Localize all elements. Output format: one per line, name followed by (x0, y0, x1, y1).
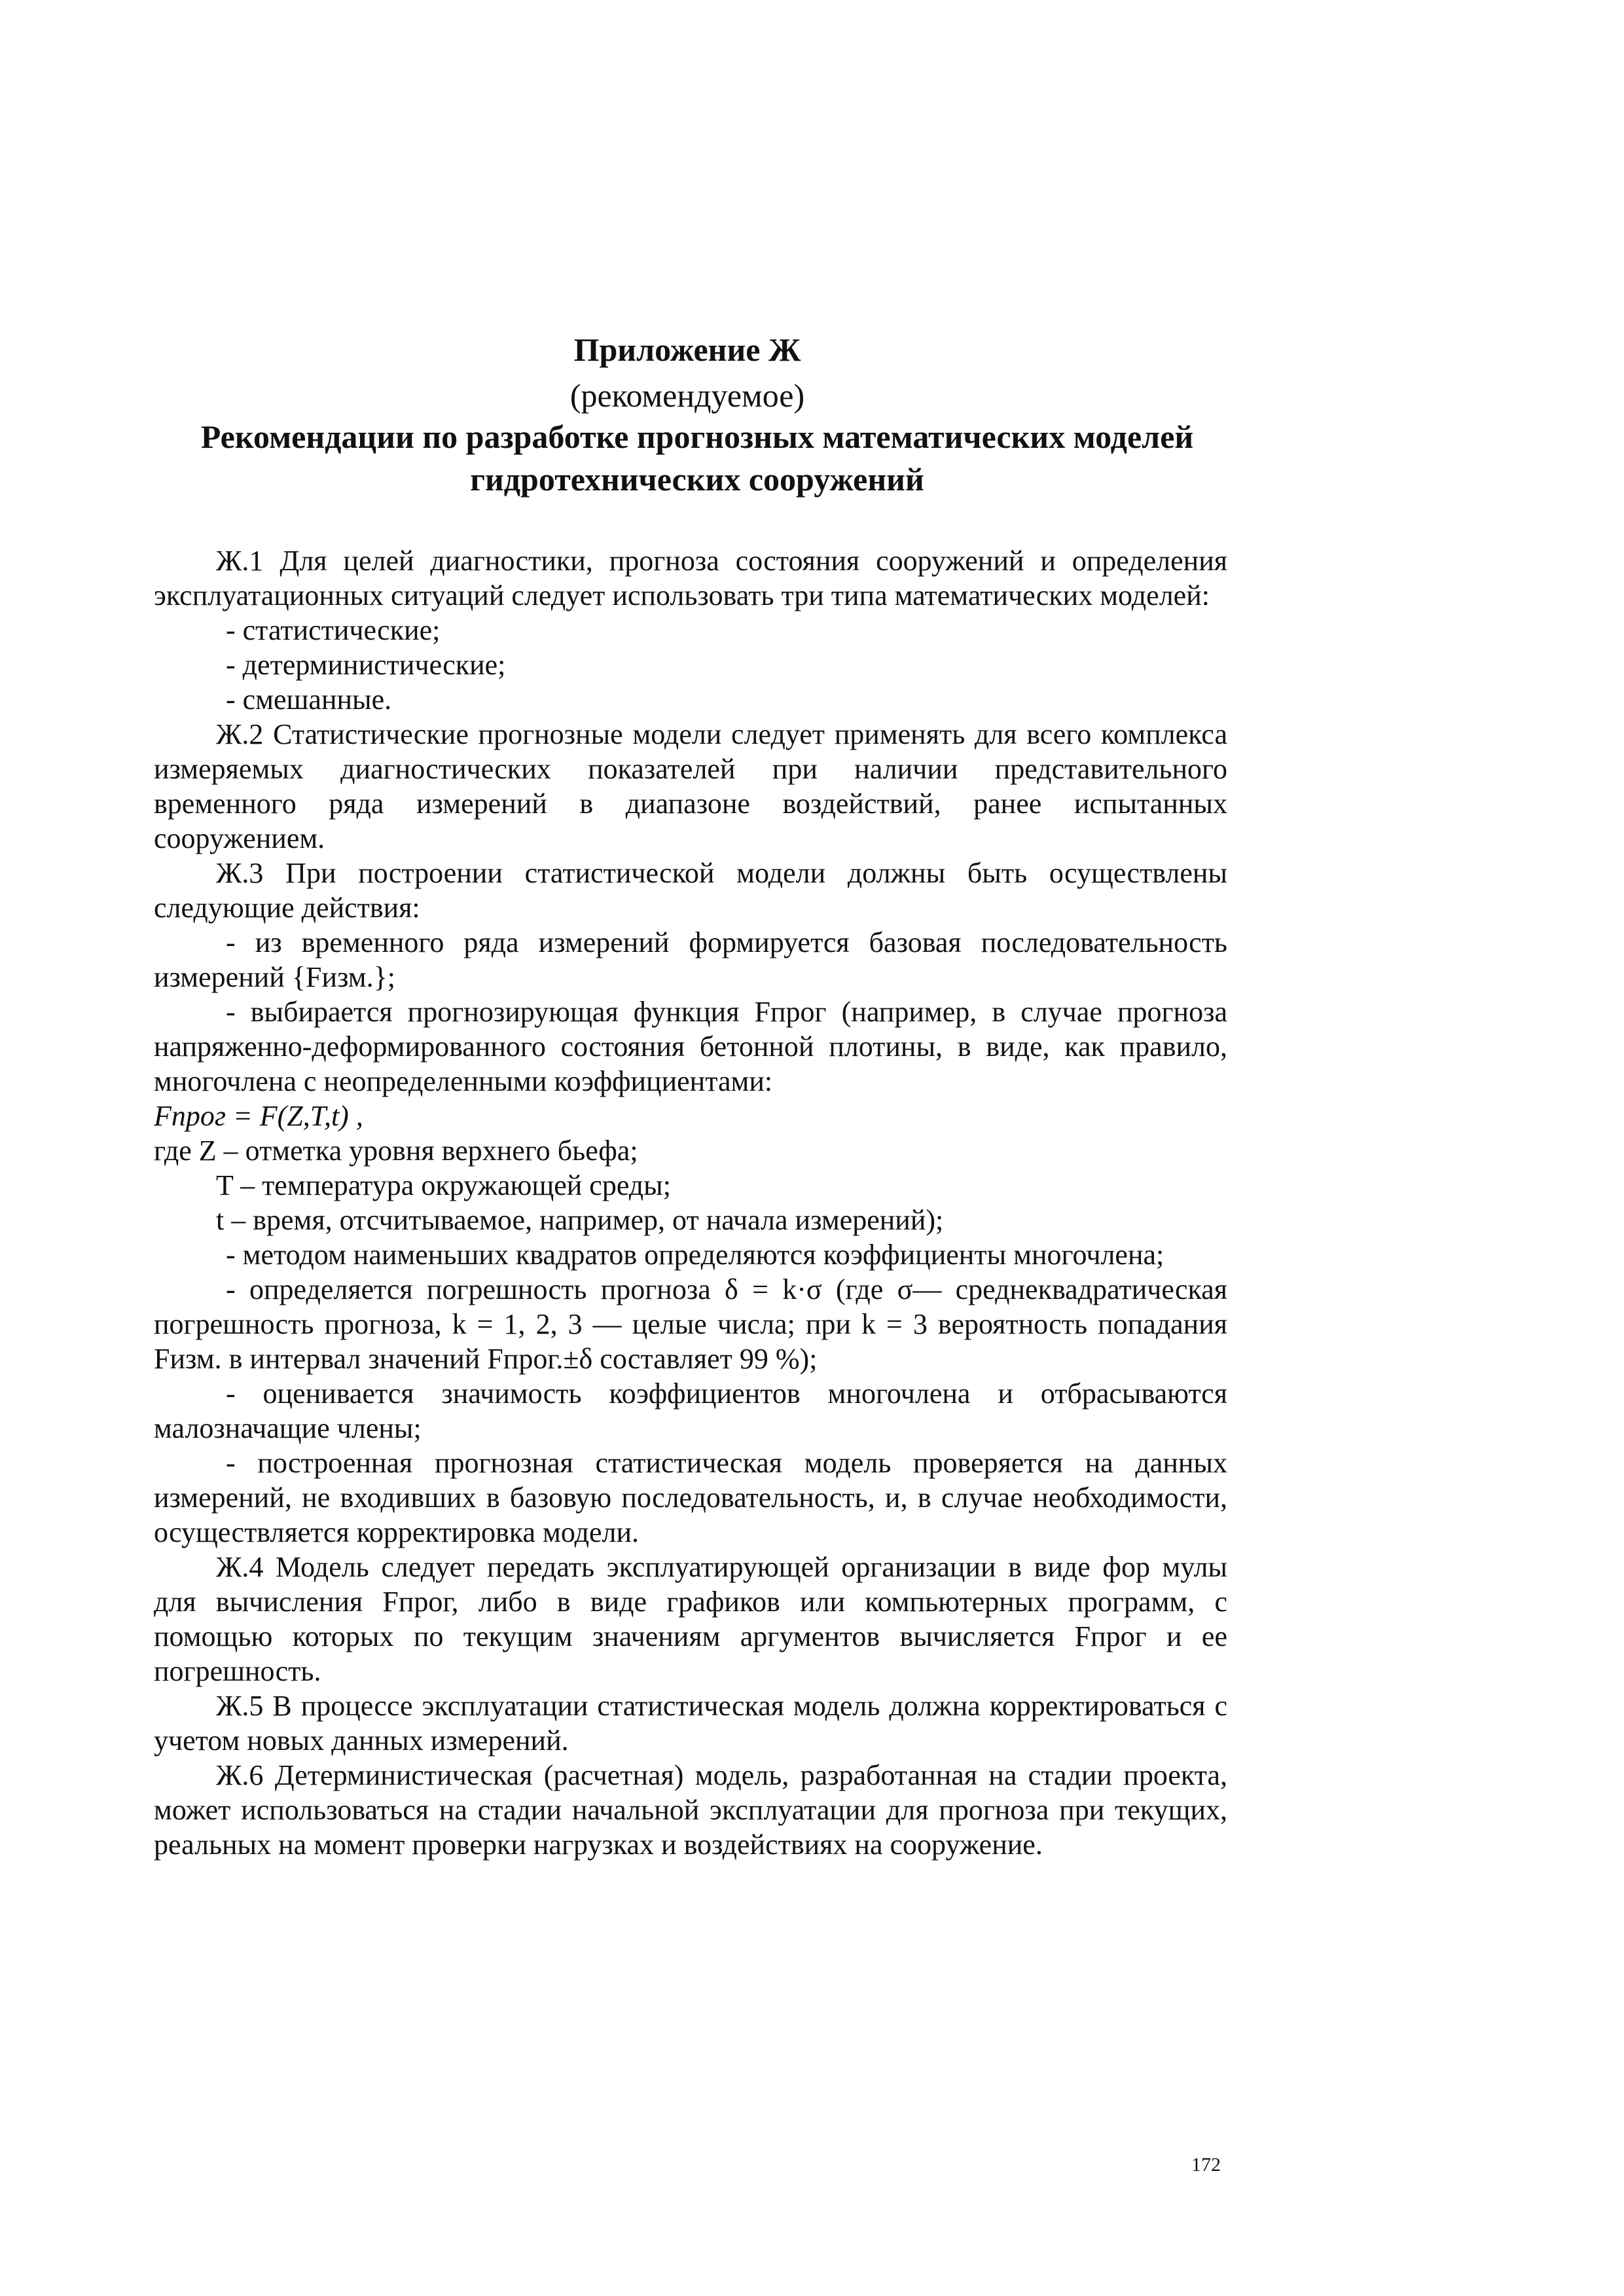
where-line: T – температура окружающей среды; (216, 1169, 671, 1201)
list-item: - определяется погрешность прогноза δ = k·σ (где σ— среднеквадратическая погрешность прогноза, k = 1, 2, 3 — целые числа; при k = 3 вероятность попадания Fизм. в интервал значений Fпрог.±δ составляет 99 %); (154, 1273, 1227, 1375)
list-item: - построенная прогнозная статистическая модель проверяется на данных измерений, не входивших в базовую последовательность, и, в случае необходимости, осуществляется корректировка модели. (154, 1447, 1227, 1548)
appendix-type: (рекомендуемое) (569, 377, 805, 414)
appendix-title: Приложение Ж (573, 331, 801, 368)
document-body (154, 543, 1227, 1862)
list-item: - смешанные. (226, 683, 392, 716)
paragraph-zh4: Ж.4 Модель следует передать эксплуатирующей организации в виде фор мулы для вычисления Fпрог, либо в виде графиков или компьютерных программ, с помощью которых по текущим значениям аргументов вычисляется Fпрог и ее погрешность. (154, 1551, 1227, 1687)
list-item: - детерминистические; (226, 649, 506, 681)
paragraph-zh2: Ж.2 Статистические прогнозные модели следует применять для всего комплекса измеряемых диагностических показателей при наличии представительного временного ряда измерений в диапазоне воздействий, ранее испытанных сооружением. (154, 718, 1227, 854)
paragraph-zh1: Ж.1 Для целей диагностики, прогноза состояния сооружений и определения эксплуатационных ситуаций следует использовать три типа математических моделей: (154, 545, 1227, 611)
where-line: где Z – отметка уровня верхнего бьефа; (154, 1135, 638, 1167)
formula: Fпрог = F(Z,T,t) , (154, 1100, 363, 1132)
paragraph-zh6: Ж.6 Детерминистическая (расчетная) модель, разработанная на стадии проекта, может использоваться на стадии начальной эксплуатации для прогноза при текущих, реальных на момент проверки нагрузках и воздействиях на сооружение. (154, 1759, 1227, 1861)
list-item: - из временного ряда измерений формируется базовая последовательность измерений {Fизм.}; (154, 926, 1227, 993)
paragraph-zh3: Ж.3 При построении статистической модели должны быть осуществлены следующие действия: (154, 857, 1227, 924)
list-item: - оценивается значимость коэффициентов многочлена и отбрасываются малозначащие члены; (154, 1377, 1227, 1444)
where-line: t – время, отсчитываемое, например, от начала измерений); (216, 1204, 944, 1236)
paragraph-zh5: Ж.5 В процессе эксплуатации статистическая модель должна корректироваться с учетом новых данных измерений. (154, 1690, 1227, 1757)
section-heading: Рекомендации по разработке прогнозных математических моделей гидротехнических сооружений (200, 418, 1194, 498)
list-item: - методом наименьших квадратов определяются коэффициенты многочлена; (226, 1239, 1164, 1271)
list-item: - статистические; (226, 614, 441, 646)
list-item: - выбирается прогнозирующая функция Fпрог (например, в случае прогноза напряженно-деформированного состояния бетонной плотины, в виде, как правило, многочлена с неопределенными коэффициентами: (154, 996, 1227, 1097)
page-number: 172 (1191, 2154, 1221, 2176)
